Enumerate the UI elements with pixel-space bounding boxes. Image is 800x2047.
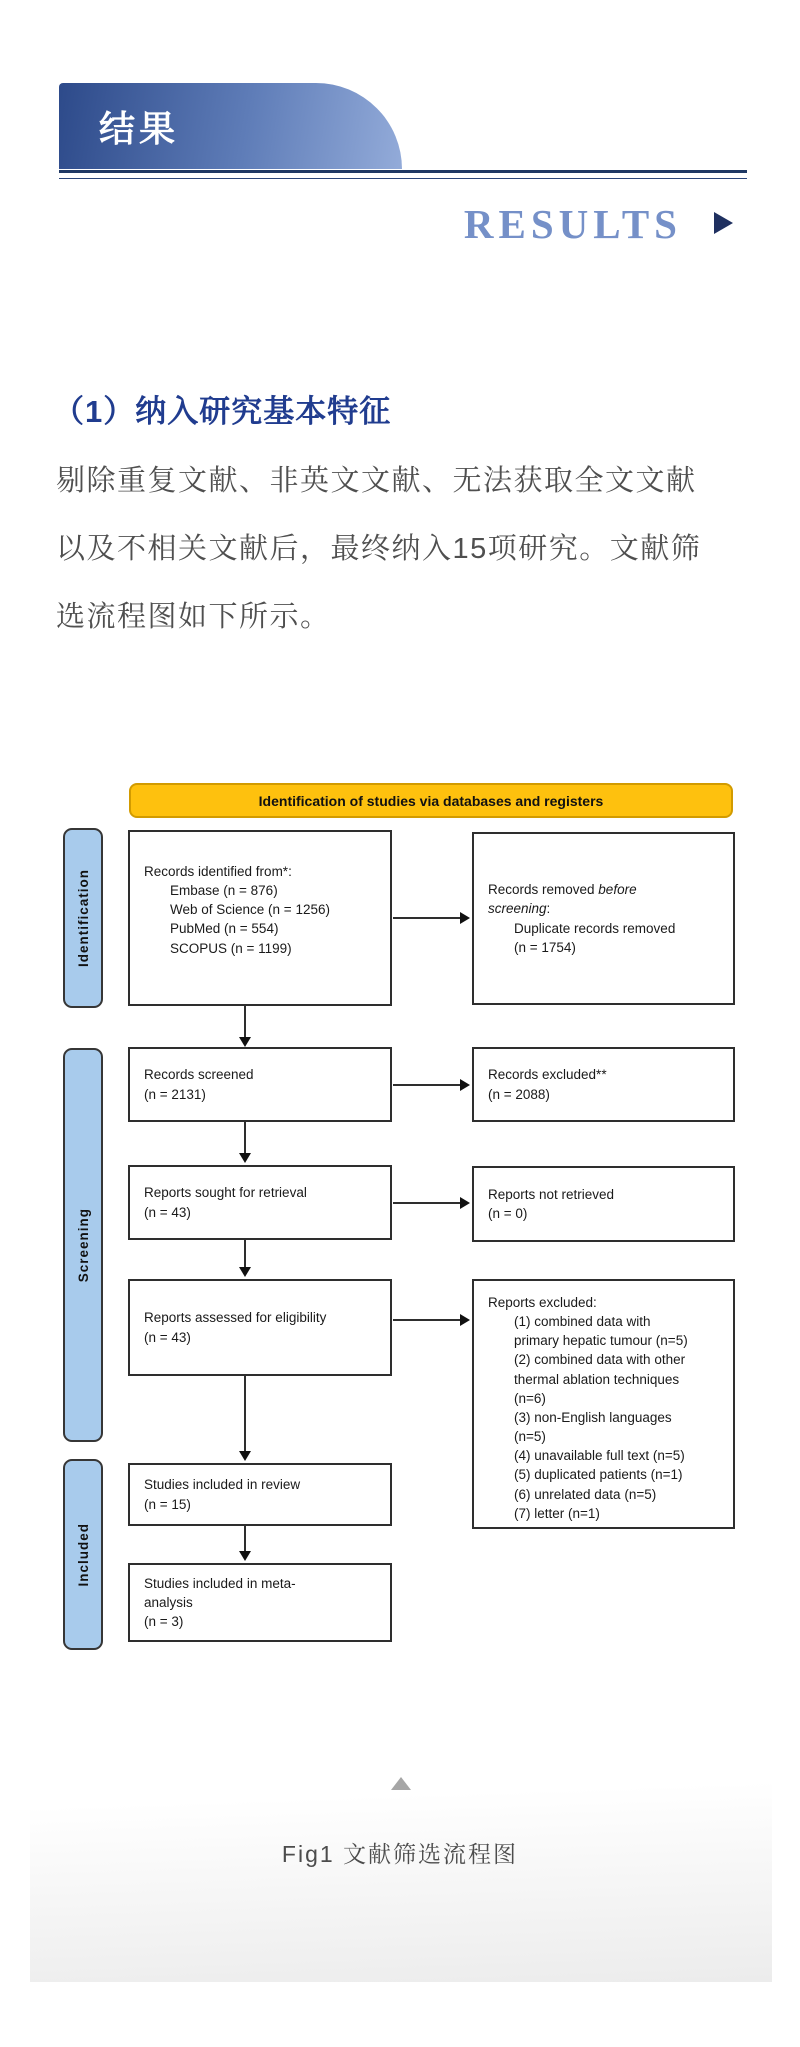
down-arrow-head xyxy=(239,1267,251,1277)
box-line: SCOPUS (n = 1199) xyxy=(170,940,292,956)
right-arrow-line xyxy=(393,917,461,919)
section-title-cn: 结果 xyxy=(99,108,180,149)
box-studies-in-review xyxy=(128,1463,392,1526)
box-line: (1) combined data with xyxy=(514,1314,651,1330)
subsection-heading: （1）纳入研究基本特征 xyxy=(53,394,392,429)
box-line: (n = 15) xyxy=(144,1496,191,1512)
section-title-en-row xyxy=(300,200,682,248)
section-title-en: RESULTS xyxy=(463,201,682,247)
figure-caption: Fig1 文献筛选流程图 xyxy=(281,1841,519,1867)
box-line: (n = 43) xyxy=(144,1204,191,1220)
box-line: Studies included in meta- xyxy=(144,1575,296,1591)
box-line: Duplicate records removed xyxy=(514,920,676,936)
box-line: (n = 0) xyxy=(488,1206,528,1221)
flowchart-title-bar: Identification of studies via databases and registers xyxy=(129,783,733,818)
box-line: (n = 2088) xyxy=(488,1086,550,1102)
box-line: Records removed before xyxy=(488,882,637,898)
right-arrow-head xyxy=(460,1314,470,1326)
box-reports-not-retrieved xyxy=(472,1166,735,1242)
down-arrow-head xyxy=(239,1153,251,1163)
box-line: (4) unavailable full text (n=5) xyxy=(514,1448,685,1464)
box-line: (6) unrelated data (n=5) xyxy=(514,1486,657,1502)
box-line: Studies included in review xyxy=(144,1477,301,1493)
paragraph-line: 以及不相关文献后，最终纳入15项研究。文献筛 xyxy=(56,533,702,565)
box-line-list xyxy=(488,919,727,957)
box-records-excluded xyxy=(472,1047,735,1122)
box-line: Records excluded** xyxy=(488,1067,607,1083)
down-arrow-line xyxy=(244,1006,246,1038)
box-line: Embase (n = 876) xyxy=(170,883,278,899)
header-rule-thin xyxy=(59,178,747,179)
box-line: Web of Science (n = 1256) xyxy=(170,902,330,918)
box-title: Reports excluded: xyxy=(488,1295,597,1310)
play-arrow-icon xyxy=(714,212,733,234)
box-line: Reports not retrieved xyxy=(488,1186,615,1202)
down-arrow-line xyxy=(244,1122,246,1154)
paragraph-line: 剔除重复文献、非英文文献、无法获取全文文献 xyxy=(56,465,697,497)
box-line-list xyxy=(144,881,384,958)
stage-label: Screening xyxy=(75,1207,91,1283)
stage-label: Included xyxy=(75,1522,91,1587)
down-arrow-head xyxy=(239,1451,251,1461)
down-arrow-line xyxy=(244,1240,246,1268)
down-arrow-line xyxy=(244,1526,246,1552)
box-reports-assessed xyxy=(128,1279,392,1376)
right-arrow-line xyxy=(393,1202,461,1204)
box-line: primary hepatic tumour (n=5) xyxy=(514,1333,688,1349)
paragraph-line: 选流程图如下所示。 xyxy=(56,601,331,633)
section-banner xyxy=(59,83,402,169)
box-line: (7) letter (n=1) xyxy=(514,1505,600,1521)
box-line: (n = 43) xyxy=(144,1329,191,1345)
box-line: (n = 1754) xyxy=(514,939,576,955)
box-studies-in-meta xyxy=(128,1563,392,1642)
box-line: thermal ablation techniques xyxy=(514,1371,680,1387)
down-arrow-head xyxy=(239,1551,251,1561)
right-arrow-head xyxy=(460,1197,470,1209)
header-rule-thick xyxy=(59,170,747,173)
stage-identification xyxy=(63,828,103,1008)
box-line: (n=6) xyxy=(514,1390,546,1406)
box-line-list xyxy=(488,1312,729,1523)
down-arrow-head xyxy=(239,1037,251,1047)
box-line: PubMed (n = 554) xyxy=(170,921,279,937)
box-records-identified xyxy=(128,830,392,1006)
right-arrow-line xyxy=(393,1319,461,1321)
box-line: screening: xyxy=(488,901,551,917)
box-line: Reports assessed for eligibility xyxy=(144,1310,327,1326)
collapse-triangle-icon xyxy=(391,1777,411,1790)
box-line: Records screened xyxy=(144,1067,254,1083)
stage-screening xyxy=(63,1048,103,1442)
stage-label: Identification xyxy=(75,869,91,967)
box-line: (2) combined data with other xyxy=(514,1352,686,1368)
stage-included xyxy=(63,1459,103,1650)
box-reports-excluded-reasons xyxy=(472,1279,735,1529)
box-line: Reports sought for retrieval xyxy=(144,1185,307,1201)
box-line: (3) non-English languages xyxy=(514,1409,672,1425)
box-records-removed xyxy=(472,832,735,1005)
box-reports-sought xyxy=(128,1165,392,1240)
box-title: Records identified from*: xyxy=(144,864,292,879)
box-line: (n = 2131) xyxy=(144,1086,206,1102)
right-arrow-head xyxy=(460,1079,470,1091)
box-line: analysis xyxy=(144,1594,193,1610)
box-records-screened xyxy=(128,1047,392,1122)
right-arrow-head xyxy=(460,912,470,924)
box-line: (5) duplicated patients (n=1) xyxy=(514,1467,683,1483)
box-line: (n = 3) xyxy=(144,1614,184,1630)
right-arrow-line xyxy=(393,1084,461,1086)
down-arrow-line xyxy=(244,1376,246,1452)
box-line: (n=5) xyxy=(514,1429,546,1445)
